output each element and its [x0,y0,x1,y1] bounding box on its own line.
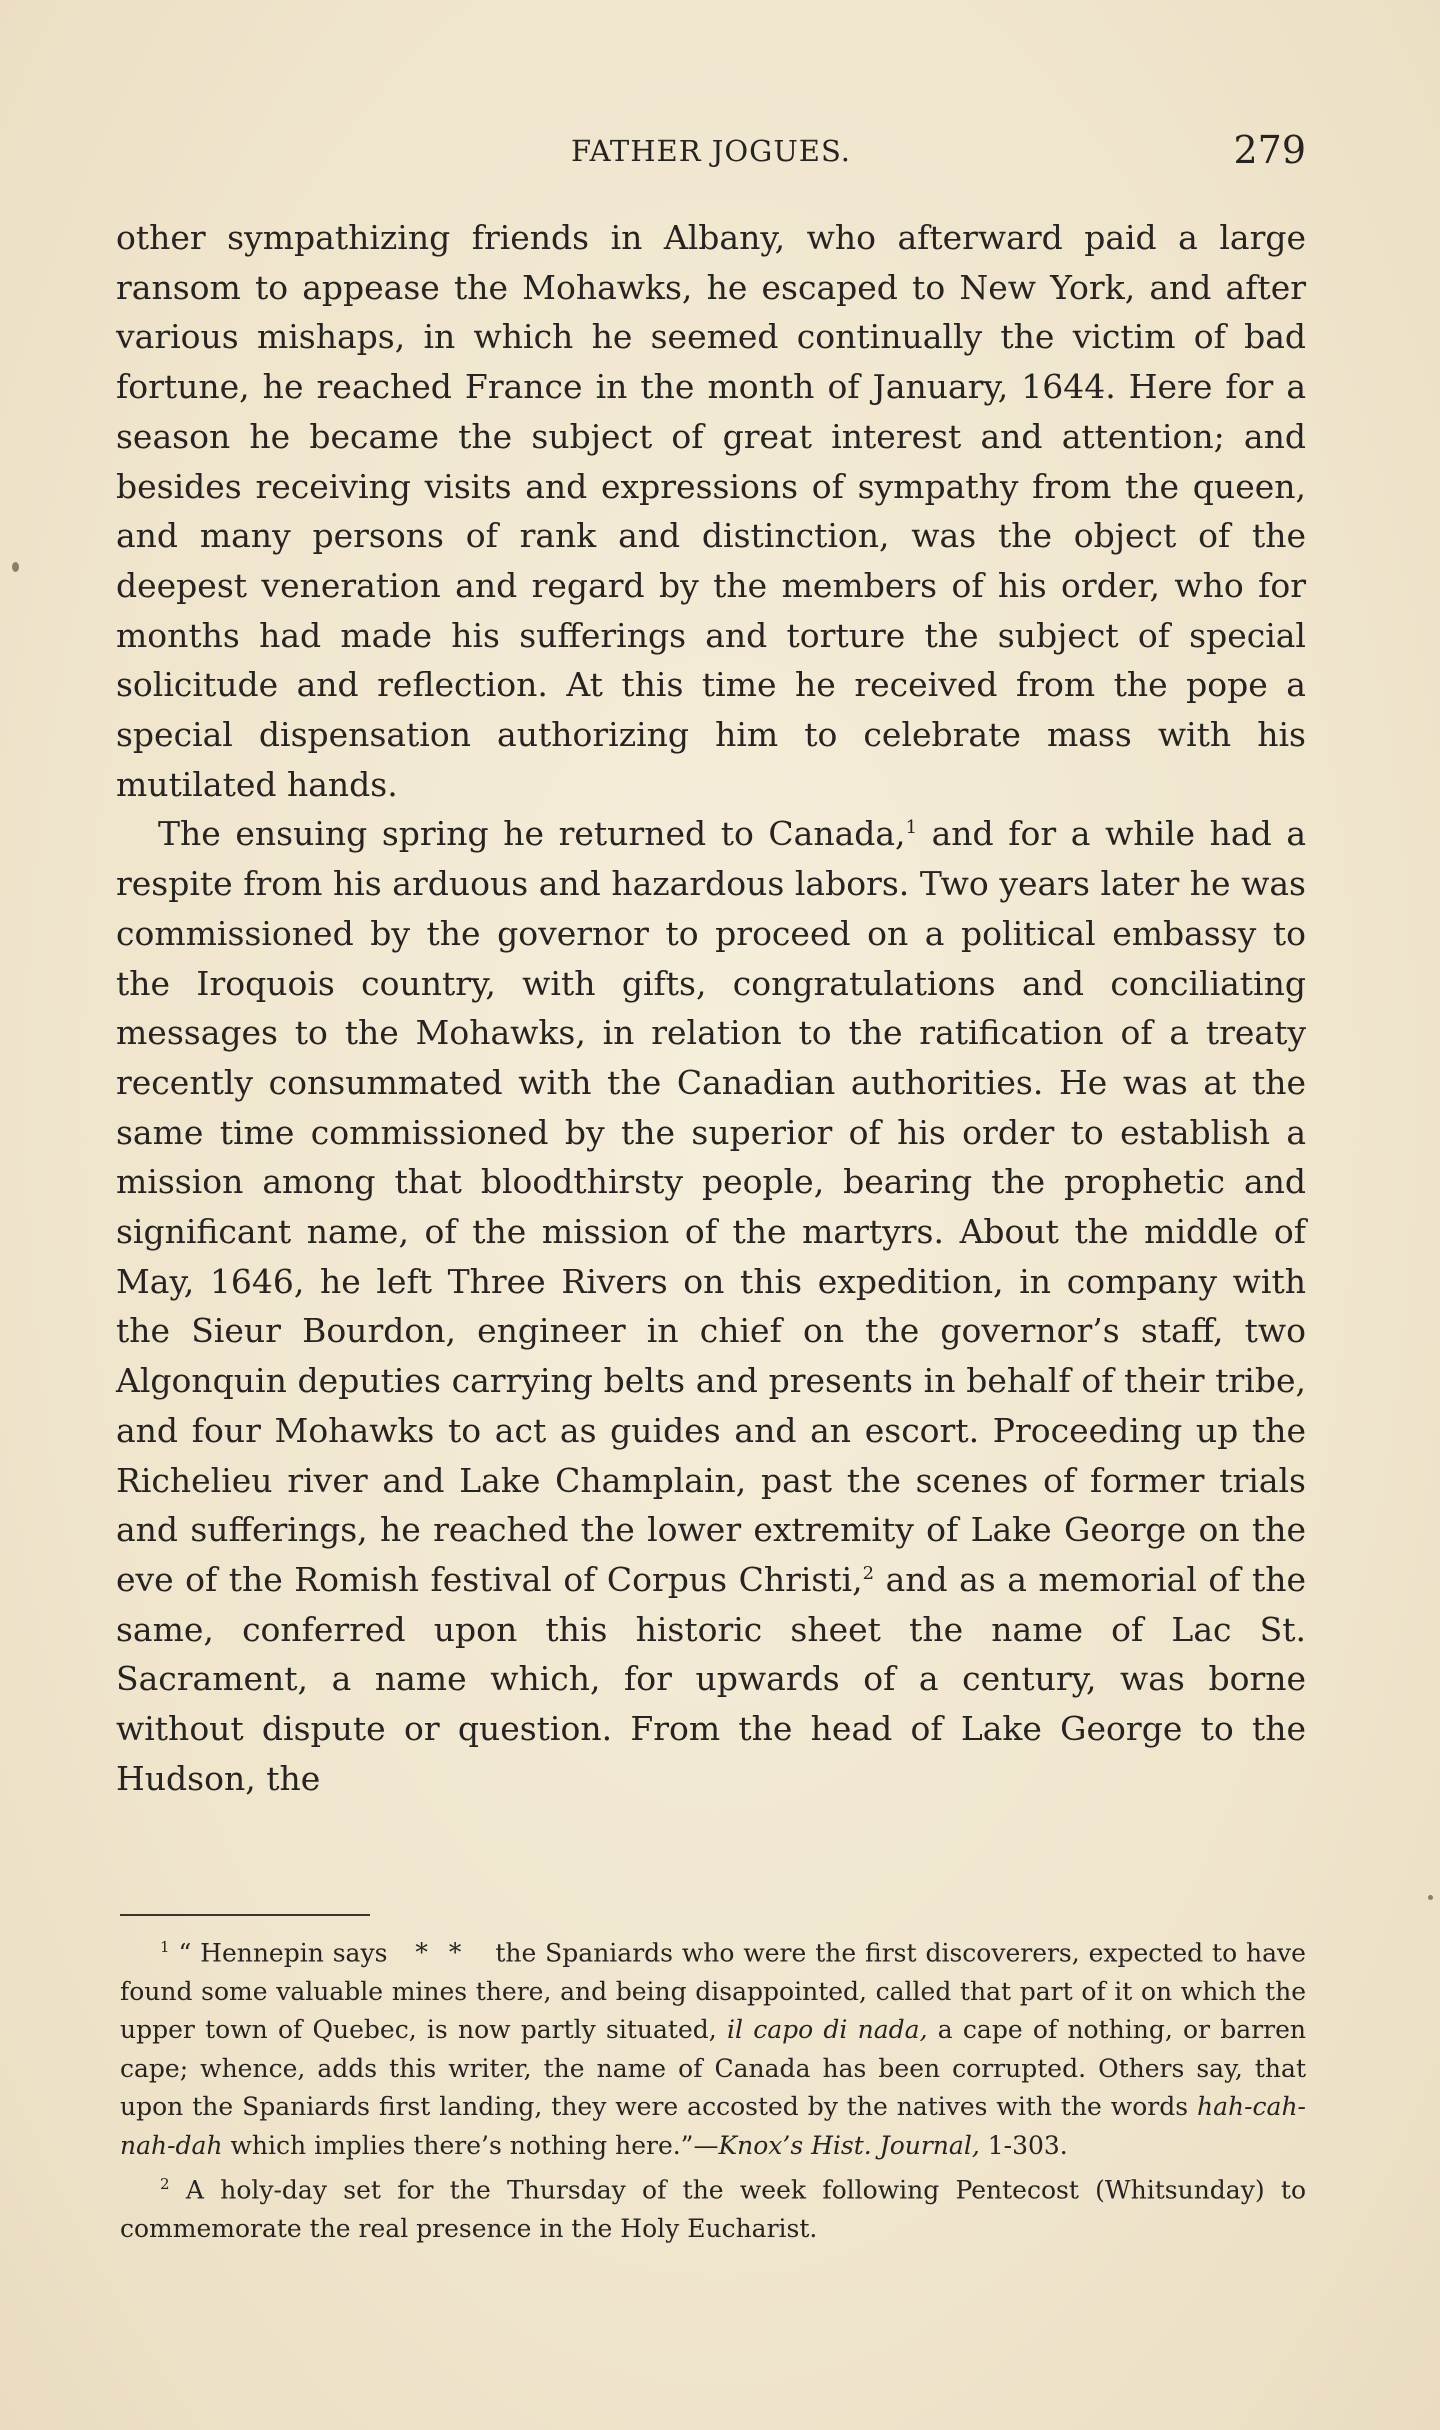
footnote-1: $^1$ “ Hennepin says * * the Spaniards who were the first discoverers, expected to have found some valuable mines there, and being disappointed, called that part of it on which the upper town of Quebec, is now partly situated, il capo di nada, a cape of nothing, or barren cape; whence, adds this writer, the name of Canada has been corrupted. Others say, that upon the Spaniards first landing, they were accosted by the natives with the words hah-cah-nah-dah which implies there’s nothing here.”—Knox’s Hist. Journal, 1-303. [120,1938,1306,2160]
page-header [116,128,1306,180]
ink-speck [12,562,19,572]
ellipsis-stars: * * [415,1938,468,1968]
footnote-2: $^2$ A holy-day set for the Thursday of the week following Pentecost (Whitsunday) to commemorate the real presence in the Holy Eucharist. [120,2175,1306,2244]
ink-speck [1428,1895,1433,1900]
body-text [116,213,1306,1804]
footnote-ref: 2 [862,1562,875,1584]
footnote-ref: 1 [905,817,918,839]
footnotes [120,1928,1306,2249]
running-title: FATHER JOGUES. [570,134,852,168]
paragraph: The ensuing spring he returned to Canada,$^1$ and for a while had a respite from his arduous and hazardous labors. Two years later he was commissioned by the governor to proceed on a political embassy to the Iroquois country, with gifts, congratulations and conciliating messages to the Mohawks, in relation to the ratification of a treaty recently consummated with the Canadian authorities. He was at the same time commissioned by the superior of his order to establish a mission among that bloodthirsty people, bearing the prophetic and significant name, of the mission of the martyrs. About the middle of May, 1646, he left Three Rivers on this expedition, in company with the Sieur Bourdon, engineer in chief on the governor’s staff, two Algonquin deputies carrying belts and presents in behalf of their tribe, and four Mohawks to act as guides and an escort. Proceeding up the Richelieu river and Lake Champlain, past the scenes of former trials and sufferings, he reached the lower extremity of Lake George on the eve of the Romish festival of Corpus Christi,$^2$ and as a memorial of the same, conferred upon this historic sheet the name of Lac St. Sacrament, a name which, for upwards of a century, was borne without dispute or question. From the head of Lake George to the Hudson, the [116,814,1306,1798]
paragraph: other sympathizing friends in Albany, who afterward paid a large ransom to appease the Mohawks, he escaped to New York, and after various mishaps, in which he seemed continually the victim of bad fortune, he reached France in the month of January, 1644. Here for a season he became the subject of great interest and attention; and besides receiving visits and expressions of sympathy from the queen, and many persons of rank and distinction, was the object of the deepest veneration and regard by the members of his order, who for months had made his sufferings and torture the subject of special solicitude and reflection. At this time he received from the pope a special dispensation authorizing him to celebrate mass with his mutilated hands. [116,218,1306,804]
page-number: 279 [1233,128,1306,172]
footnote-divider [120,1914,370,1916]
